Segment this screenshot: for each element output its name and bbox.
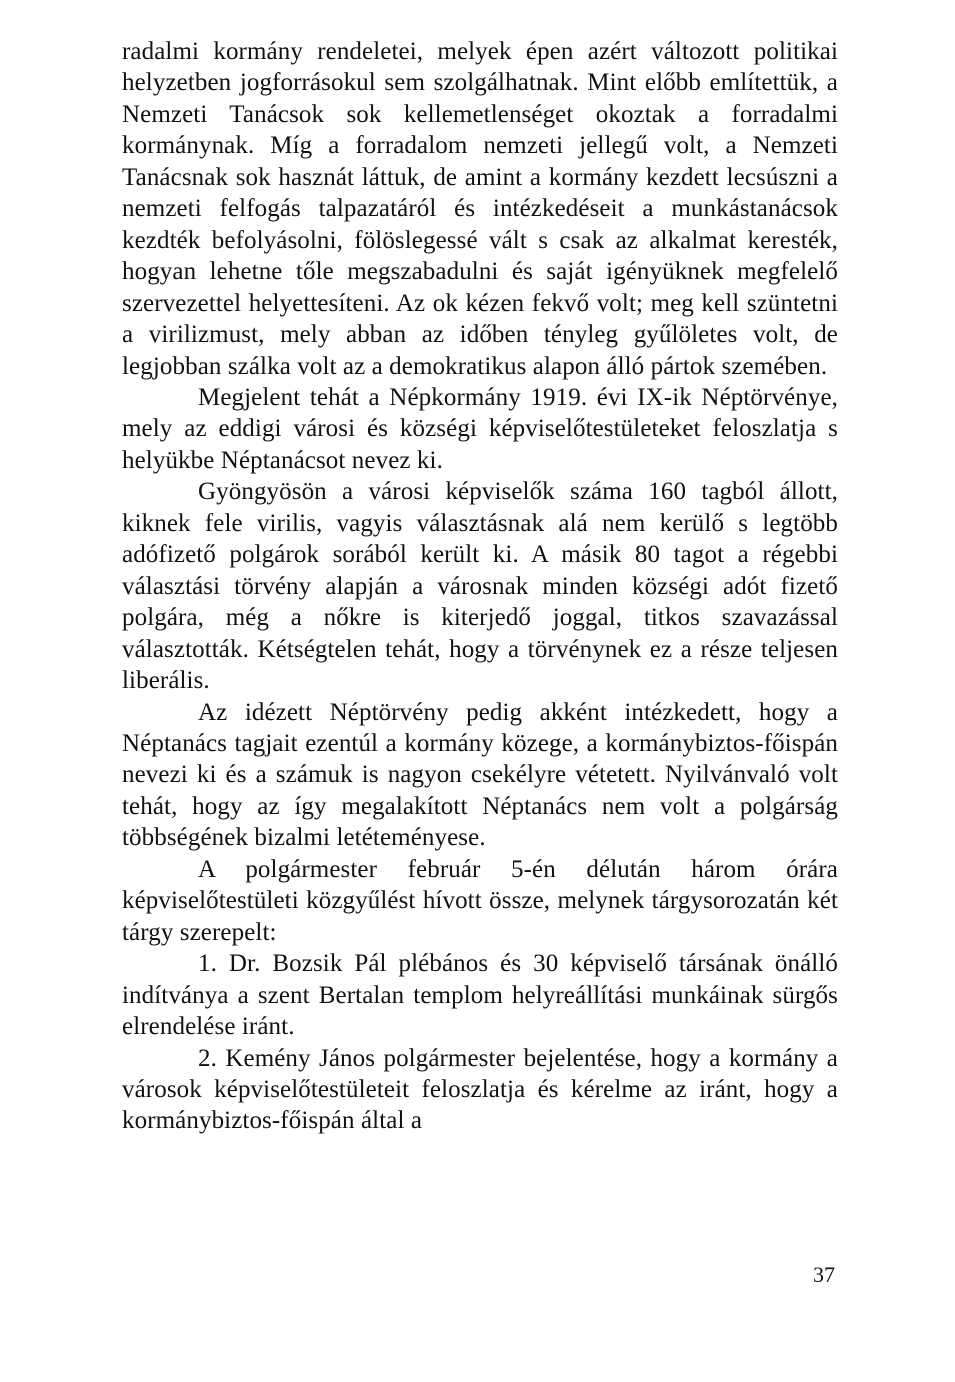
body-text bbox=[122, 36, 838, 1137]
paragraph-2: Megjelent tehát a Népkormány 1919. évi IX-ik Néptörvénye, mely az eddigi városi és községi képviselőtestületeket feloszlatja s helyükbe Néptanácsot nevez ki. bbox=[122, 383, 838, 474]
page-number: 37 bbox=[813, 1262, 835, 1287]
paragraph-7: 2. Kemény János polgármester bejelentése, hogy a kormány a városok képviselőtestületeit feloszlatja és kérelme az iránt, hogy a kormánybiztos-főispán által a bbox=[122, 1044, 838, 1135]
paragraph-6: 1. Dr. Bozsik Pál plébános és 30 képviselő társának önálló indítványa a szent Bertalan templom helyreállítási munkáinak sürgős elrendelése iránt. bbox=[122, 950, 838, 1041]
paragraph-3: Gyöngyösön a városi képviselők száma 160 tagból állott, kiknek fele virilis, vagyis választásnak alá nem kerülő s legtöbb adófizető polgárok sorából került ki. A másik 80 tagot a régebbi választási törvény alapján a városnak minden községi adót fizető polgára, még a nőkre is kiterjedő joggal, titkos szavazással választották. Kétségtelen tehát, hogy a törvénynek ez a része teljesen liberális. bbox=[122, 478, 838, 695]
paragraph-1: radalmi kormány rendeletei, melyek épen azért változott politikai helyzetben jogforrásokul sem szolgálhatnak. Mint előbb említettük, a Nemzeti Tanácsok sok kellemetlenséget okoztak a forradalmi kormánynak. Míg a forradalom nemzeti jellegű volt, a Nemzeti Tanácsnak sok hasznát láttuk, de amint a kormány kezdett lecsúszni a nemzeti felfogás talpazatáról és intézkedéseit a munkástanácsok kezdték befolyásolni, fölöslegessé vált s csak az alkalmat keresték, hogyan lehetne tőle megszabadulni és saját igényüknek megfelelő szervezettel helyettesíteni. Az ok kézen fekvő volt; meg kell szüntetni a virilizmust, mely abban az időben tényleg gyűlöletes volt, de legjobban szálka volt az a demokratikus alapon álló pártok szemében. bbox=[122, 38, 838, 380]
paragraph-4: Az idézett Néptörvény pedig akként intézkedett, hogy a Néptanács tagjait ezentúl a kormány közege, a kormánybiztos-főispán nevezi ki és a számuk is nagyon csekélyre vétetett. Nyilvánvaló volt tehát, hogy az így megalakított Néptanács nem volt a polgárság többségének bizalmi letéteményese. bbox=[122, 698, 838, 852]
paragraph-5: A polgármester február 5-én délután három órára képviselőtestületi közgyűlést hívott össze, melynek tárgysorozatán két tárgy szerepelt: bbox=[122, 855, 838, 946]
